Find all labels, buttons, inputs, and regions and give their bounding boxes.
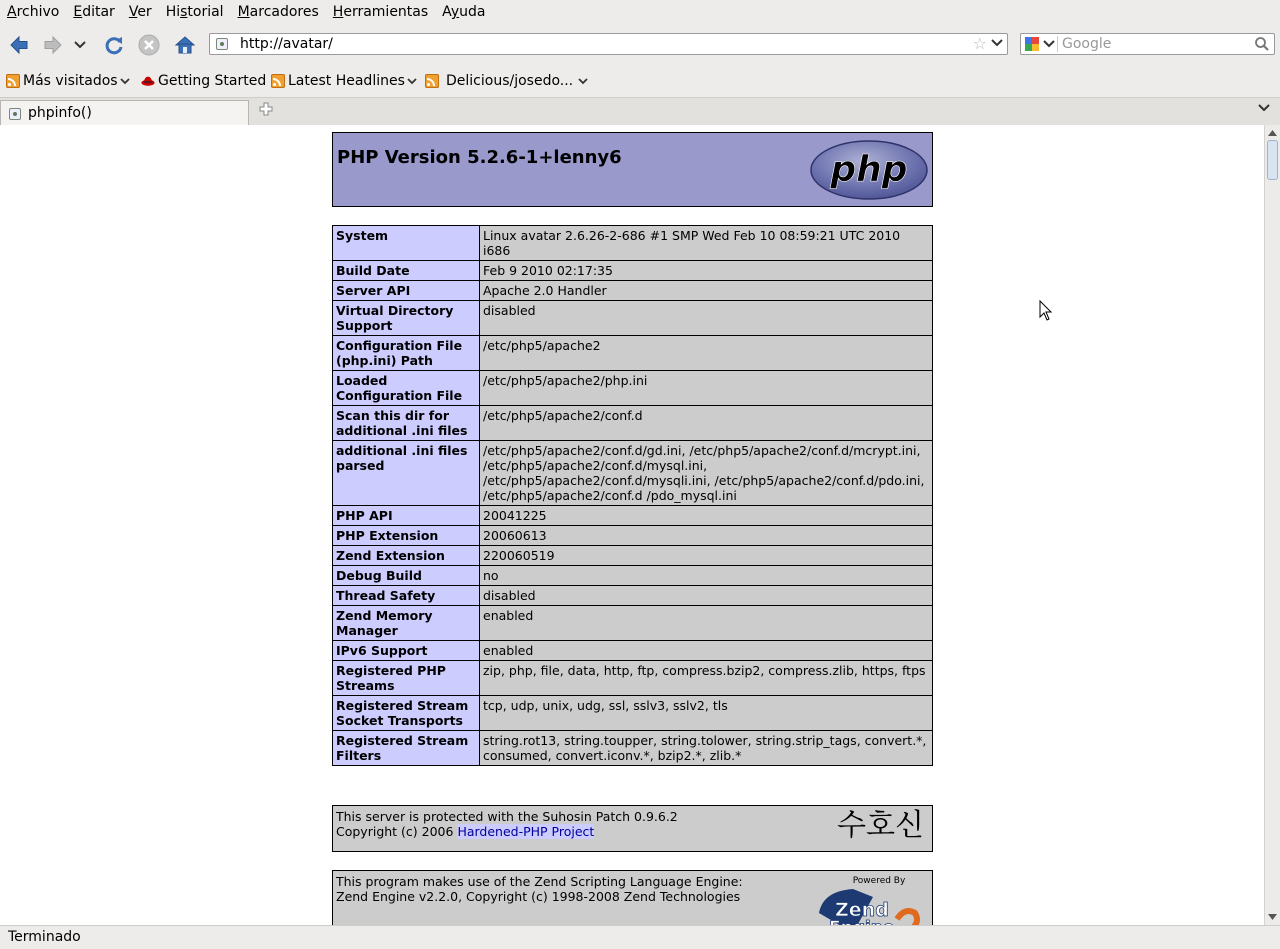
row-key: PHP Extension — [333, 526, 480, 546]
row-value: 220060519 — [480, 546, 933, 566]
search-input[interactable]: Google — [1062, 36, 1112, 52]
php-version-header — [332, 132, 933, 207]
row-key: Thread Safety — [333, 586, 480, 606]
page-title: PHP Version 5.2.6-1+lenny6 — [337, 147, 622, 168]
menu-archivo[interactable]: Archivo — [7, 4, 60, 20]
new-tab-button[interactable] — [257, 102, 275, 120]
zend-logo-text: Zend — [835, 899, 889, 921]
search-engine-selector[interactable] — [1023, 36, 1058, 52]
zend-engine-logo-icon — [813, 873, 928, 925]
row-value: /etc/php5/apache2/php.ini — [480, 371, 933, 406]
tab-bar — [0, 98, 1280, 126]
scroll-down-arrow-icon — [1268, 914, 1277, 920]
table-row — [333, 336, 933, 371]
row-key: Zend Memory Manager — [333, 606, 480, 641]
reload-button[interactable] — [101, 32, 127, 58]
table-row — [333, 526, 933, 546]
zend-powered-by: Powered By — [852, 876, 906, 886]
suhosin-logo: 수호신 — [837, 808, 924, 843]
row-key: Zend Extension — [333, 546, 480, 566]
bookmark-delicious[interactable]: Delicious/josedo... — [425, 73, 588, 89]
row-key: Registered Stream Filters — [333, 731, 480, 766]
reload-icon — [103, 34, 125, 56]
google-icon — [1025, 37, 1039, 51]
row-key: IPv6 Support — [333, 641, 480, 661]
row-key: Virtual Directory Support — [333, 301, 480, 336]
forward-button[interactable] — [40, 32, 66, 58]
row-key: additional .ini files parsed — [333, 441, 480, 506]
table-row — [333, 226, 933, 261]
bookmark-latest-headlines[interactable]: Latest Headlines — [271, 73, 417, 89]
stop-icon — [138, 34, 160, 56]
row-value: /etc/php5/apache2/conf.d — [480, 406, 933, 441]
row-value: 20041225 — [480, 506, 933, 526]
row-key: Scan this dir for additional .ini files — [333, 406, 480, 441]
page-content — [0, 125, 1264, 925]
forward-arrow-icon — [42, 34, 64, 56]
row-value: 20060613 — [480, 526, 933, 546]
mouse-cursor-icon — [1039, 300, 1053, 322]
menu-editar[interactable]: Editar — [73, 4, 115, 20]
row-value: /etc/php5/apache2 — [480, 336, 933, 371]
php-info-table — [332, 225, 933, 766]
row-key: Server API — [333, 281, 480, 301]
tab-list-chevron-icon[interactable] — [1258, 104, 1270, 112]
table-row — [333, 371, 933, 406]
status-bar — [0, 925, 1280, 949]
chevron-down-icon — [74, 41, 86, 49]
chevron-down-icon — [407, 78, 417, 85]
row-value: zip, php, file, data, http, ftp, compress.bzip2, compress.zlib, https, ftps — [480, 661, 933, 696]
zend-box — [332, 870, 933, 925]
bookmarks-toolbar — [0, 66, 1280, 98]
table-row — [333, 506, 933, 526]
site-favicon-icon — [9, 108, 21, 120]
table-row — [333, 406, 933, 441]
table-row — [333, 441, 933, 506]
suhosin-text: This server is protected with the Suhosin Patch 0.9.6.2 — [336, 809, 678, 824]
scroll-up-button[interactable] — [1265, 126, 1280, 140]
table-row — [333, 641, 933, 661]
table-row — [333, 606, 933, 641]
search-icon[interactable] — [1254, 36, 1270, 52]
home-button[interactable] — [172, 32, 198, 58]
zend-version-text: Zend Engine v2.2.0, Copyright (c) 1998-2008 Zend Technologies — [336, 889, 741, 904]
table-row — [333, 566, 933, 586]
menu-historial[interactable]: Historial — [165, 4, 224, 20]
table-row — [333, 546, 933, 566]
table-row — [333, 731, 933, 766]
php-logo-text: php — [830, 149, 908, 190]
back-arrow-icon — [8, 34, 30, 56]
zend-text: This program makes use of the Zend Scripting Language Engine: — [336, 874, 743, 889]
row-key: PHP API — [333, 506, 480, 526]
suhosin-copyright: Copyright (c) 2006 — [336, 824, 458, 839]
tab-phpinfo[interactable]: phpinfo() — [0, 100, 249, 126]
url-text[interactable]: http://avatar/ — [240, 36, 333, 52]
url-bar[interactable] — [209, 33, 1008, 55]
status-text: Terminado — [8, 929, 81, 945]
engine-logo-text — [829, 918, 894, 925]
row-value: /etc/php5/apache2/conf.d/gd.ini, /etc/php5/apache2/conf.d/mcrypt.ini, /etc/php5/apache2/conf.d/mysql.ini, /etc/php5/apache2/conf.d/mysqli.ini, /etc/php5/apache2/conf.d/pdo.ini, /etc/php5/apache2/conf.d /pdo_mysql.ini — [480, 441, 933, 506]
bookmark-star-icon[interactable]: ☆ — [972, 34, 987, 53]
site-favicon-icon — [216, 38, 228, 50]
row-value: no — [480, 566, 933, 586]
table-row — [333, 696, 933, 731]
table-row — [333, 281, 933, 301]
row-key: Configuration File (php.ini) Path — [333, 336, 480, 371]
menu-ver[interactable]: Ver — [128, 4, 152, 20]
bookmark-getting-started[interactable]: Getting Started — [141, 73, 266, 89]
scrollbar-thumb[interactable] — [1267, 140, 1278, 180]
chevron-down-icon — [120, 78, 130, 85]
history-dropdown-button[interactable] — [71, 32, 89, 58]
table-row — [333, 301, 933, 336]
search-bar[interactable] — [1020, 33, 1275, 55]
stop-button[interactable] — [136, 32, 162, 58]
bookmark-most-visited[interactable]: Más visitados — [6, 73, 130, 89]
row-value: Feb 9 2010 02:17:35 — [480, 261, 933, 281]
row-value: disabled — [480, 301, 933, 336]
suhosin-box — [332, 805, 933, 852]
row-value: enabled — [480, 641, 933, 661]
scroll-down-button[interactable] — [1265, 910, 1280, 924]
row-value: tcp, udp, unix, udg, ssl, sslv3, sslv2, tls — [480, 696, 933, 731]
folder-feed-icon — [6, 74, 20, 88]
menu-ayuda[interactable]: Ayuda — [442, 4, 486, 20]
rss-feed-icon — [425, 74, 439, 88]
row-key: Build Date — [333, 261, 480, 281]
row-key: Registered Stream Socket Transports — [333, 696, 480, 731]
menu-marcadores[interactable]: Marcadores — [237, 4, 319, 20]
rss-feed-icon — [271, 74, 285, 88]
hardened-php-link[interactable]: Hardened-PHP Project — [457, 824, 595, 839]
table-row — [333, 661, 933, 696]
row-key: System — [333, 226, 480, 261]
menu-herramientas[interactable]: Herramientas — [332, 4, 429, 20]
row-key: Debug Build — [333, 566, 480, 586]
php-logo-icon — [809, 139, 929, 201]
redhat-icon — [141, 74, 155, 88]
back-button[interactable] — [6, 32, 32, 58]
scroll-up-arrow-icon — [1268, 130, 1277, 136]
table-row — [333, 586, 933, 606]
home-icon — [174, 34, 196, 56]
chevron-down-icon — [578, 78, 588, 85]
menu-bar — [0, 0, 1280, 24]
row-value: Apache 2.0 Handler — [480, 281, 933, 301]
row-value: string.rot13, string.toupper, string.tolower, string.strip_tags, convert.*, consumed, convert.iconv.*, bzip2.*, zlib.* — [480, 731, 933, 766]
chevron-down-icon — [1043, 40, 1055, 48]
row-key: Registered PHP Streams — [333, 661, 480, 696]
url-dropdown-chevron-icon[interactable] — [991, 39, 1003, 47]
vertical-scrollbar[interactable] — [1264, 125, 1280, 925]
row-value: Linux avatar 2.6.26-2-686 #1 SMP Wed Feb 10 08:59:21 UTC 2010 i686 — [480, 226, 933, 261]
table-row — [333, 261, 933, 281]
row-key: Loaded Configuration File — [333, 371, 480, 406]
row-value: enabled — [480, 606, 933, 641]
plus-icon — [259, 102, 273, 116]
row-value: disabled — [480, 586, 933, 606]
